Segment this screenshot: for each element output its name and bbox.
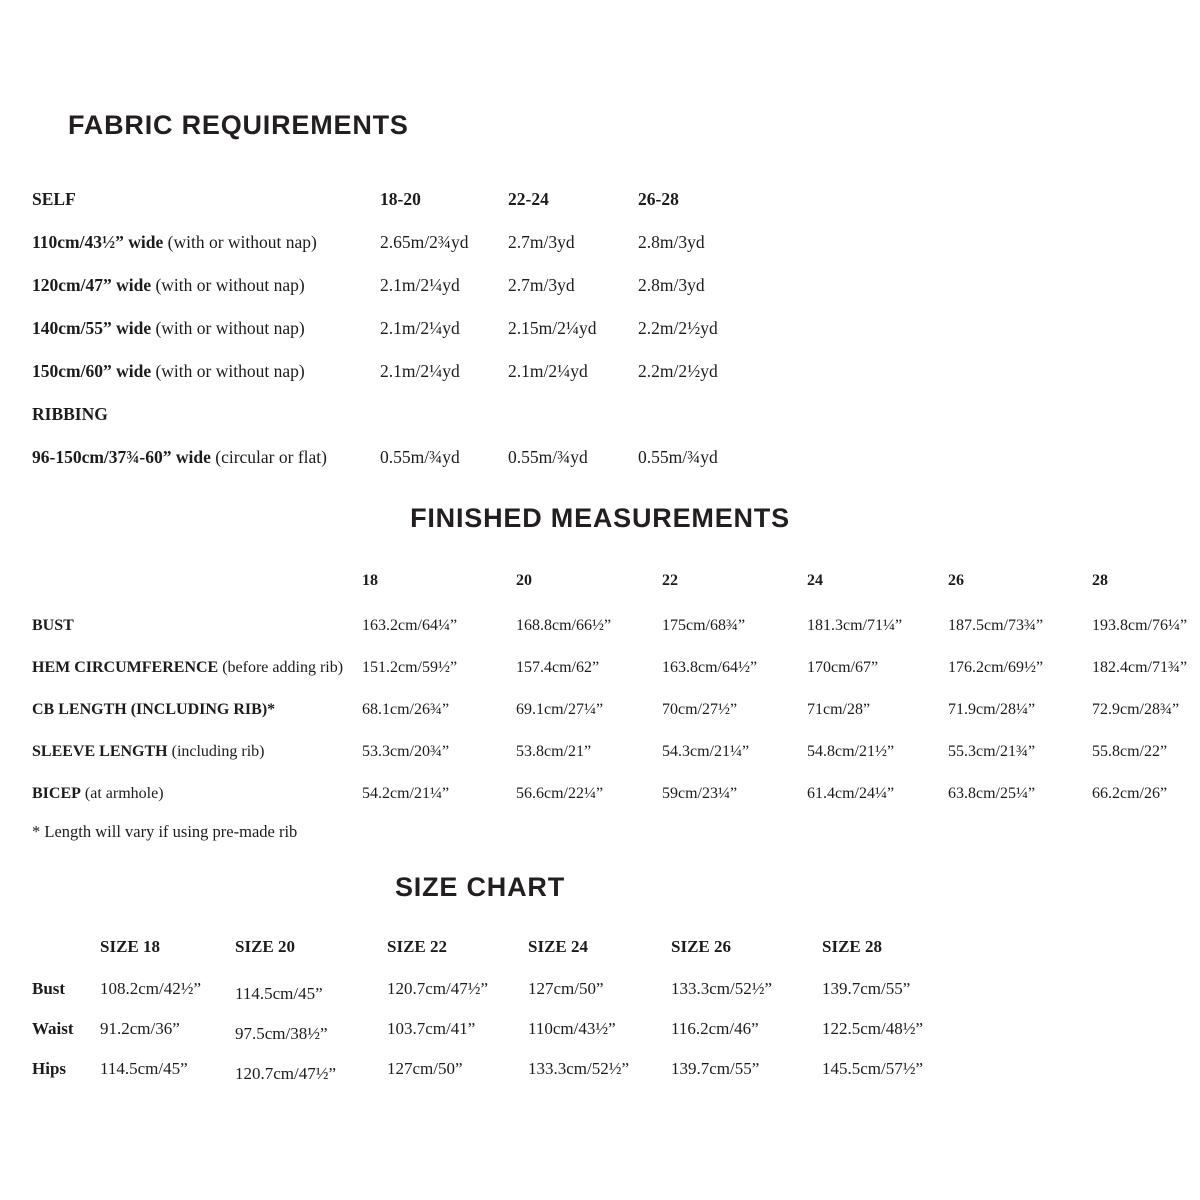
sc-col-header-size-18: SIZE 18 (100, 937, 160, 956)
cell-value: 2.15m/2¼yd (508, 318, 597, 338)
sc-col-header-size-22: SIZE 22 (387, 937, 447, 956)
cell-value: 54.3cm/21¼” (662, 743, 750, 760)
cell-value: 122.5cm/48½” (822, 1019, 924, 1038)
cell-value: 2.8m/3yd (638, 232, 705, 252)
row-label (32, 659, 362, 677)
fm-row-bust (32, 617, 1200, 659)
fabric-width-label: 120cm/47” wide (32, 275, 152, 295)
cell-value: 139.7cm/55” (671, 1059, 760, 1078)
cell-value: 2.1m/2¼yd (380, 318, 460, 338)
cell-value: 127cm/50” (528, 979, 604, 998)
fabric-col-header-22-24: 22-24 (508, 189, 549, 209)
sc-col-header-size-26: SIZE 26 (671, 937, 731, 956)
row-label (32, 318, 380, 339)
fm-row-sleeve-length (32, 743, 1200, 785)
cell-value: 116.2cm/46” (671, 1019, 759, 1038)
cell-value: 0.55m/¾yd (508, 447, 588, 467)
sc-row-waist (32, 1019, 982, 1059)
cell-value: 2.7m/3yd (508, 232, 575, 252)
sc-row-label: Bust (32, 979, 66, 998)
cell-value: 2.7m/3yd (508, 275, 575, 295)
cell-value: 2.65m/2¾yd (380, 232, 469, 252)
fm-row-bicep (32, 785, 1200, 827)
cell-value: 66.2cm/26” (1092, 785, 1168, 802)
fabric-col-header-26-28: 26-28 (638, 189, 679, 209)
fm-row-label: SLEEVE LENGTH (32, 743, 168, 760)
cell-value: 54.2cm/21¼” (362, 785, 450, 802)
fm-col-header-18: 18 (362, 572, 378, 589)
sc-row-bust (32, 979, 982, 1019)
fabric-row-120cm (32, 275, 838, 318)
ribbing-section-label: RIBBING (32, 404, 108, 424)
sc-row-label: Hips (32, 1059, 67, 1078)
cell-value: 163.2cm/64¼” (362, 617, 458, 634)
fabric-width-label: 110cm/43½” wide (32, 232, 164, 252)
fabric-width-label: 150cm/60” wide (32, 361, 152, 381)
fm-col-header-26: 26 (948, 572, 964, 589)
fm-header-row (32, 572, 1200, 617)
row-label (32, 447, 380, 468)
cell-value: 61.4cm/24¼” (807, 785, 895, 802)
fm-row-note: (including rib) (171, 743, 265, 760)
fm-row-label: BICEP (32, 785, 81, 802)
cell-value: 139.7cm/55” (822, 979, 911, 998)
cell-value: 114.5cm/45” (235, 984, 323, 1003)
cell-value: 97.5cm/38½” (235, 1024, 328, 1043)
cell-value: 2.1m/2¼yd (380, 361, 460, 381)
fabric-header-row (32, 189, 838, 232)
fm-col-header-20: 20 (516, 572, 532, 589)
cell-value: 103.7cm/41” (387, 1019, 476, 1038)
fabric-requirements-table (32, 189, 838, 490)
fm-row-note: (before adding rib) (222, 659, 344, 676)
cell-value: 163.8cm/64½” (662, 659, 758, 676)
cell-value: 2.2m/2½yd (638, 361, 718, 381)
size-chart-title: SIZE CHART (395, 872, 565, 902)
sc-header-row (32, 937, 982, 979)
cell-value: 2.1m/2¼yd (380, 275, 460, 295)
cell-value: 53.3cm/20¾” (362, 743, 450, 760)
cell-value: 168.8cm/66½” (516, 617, 612, 634)
fm-row-cb-length (32, 701, 1200, 743)
rib-length-footnote: * Length will vary if using pre-made rib (32, 822, 298, 841)
cell-value: 68.1cm/26¾” (362, 701, 450, 718)
fabric-col-header-self: SELF (32, 189, 76, 209)
cell-value: 133.3cm/52½” (528, 1059, 630, 1078)
cell-value: 120.7cm/47½” (387, 979, 489, 998)
fabric-requirements-title: FABRIC REQUIREMENTS (68, 110, 409, 140)
fabric-width-note: (with or without nap) (155, 318, 305, 338)
cell-value: 170cm/67” (807, 659, 879, 676)
cell-value: 2.1m/2¼yd (508, 361, 588, 381)
sc-col-header-size-28: SIZE 28 (822, 937, 882, 956)
fm-row-hem-circumference (32, 659, 1200, 701)
ribbing-section-row (32, 404, 838, 447)
fabric-width-label: 140cm/55” wide (32, 318, 152, 338)
cell-value: 63.8cm/25¼” (948, 785, 1036, 802)
fm-row-note: (at armhole) (84, 785, 164, 802)
row-label (32, 743, 362, 761)
row-label (32, 232, 380, 253)
cell-value: 54.8cm/21½” (807, 743, 895, 760)
cell-value: 2.8m/3yd (638, 275, 705, 295)
cell-value: 72.9cm/28¾” (1092, 701, 1180, 718)
cell-value: 181.3cm/71¼” (807, 617, 903, 634)
fm-row-label: HEM CIRCUMFERENCE (32, 659, 219, 676)
cell-value: 176.2cm/69½” (948, 659, 1044, 676)
cell-value: 0.55m/¾yd (380, 447, 460, 467)
fm-col-header-24: 24 (807, 572, 823, 589)
fabric-width-note: (with or without nap) (167, 232, 317, 252)
row-label (32, 701, 362, 719)
cell-value: 2.2m/2½yd (638, 318, 718, 338)
fabric-row-150cm (32, 361, 838, 404)
fabric-width-note: (circular or flat) (215, 447, 327, 467)
cell-value: 53.8cm/21” (516, 743, 592, 760)
cell-value: 187.5cm/73¾” (948, 617, 1044, 634)
fm-col-header-22: 22 (662, 572, 678, 589)
fabric-row-140cm (32, 318, 838, 361)
fabric-width-label: 96-150cm/37¾-60” wide (32, 447, 211, 467)
row-label (32, 785, 362, 803)
finished-measurements-table (32, 572, 1200, 827)
fabric-col-header-18-20: 18-20 (380, 189, 421, 209)
fabric-row-110cm (32, 232, 838, 275)
fabric-width-note: (with or without nap) (155, 361, 305, 381)
sc-row-hips (32, 1059, 982, 1099)
size-chart-table (32, 937, 982, 1099)
cell-value: 69.1cm/27¼” (516, 701, 604, 718)
row-label (32, 275, 380, 296)
cell-value: 108.2cm/42½” (100, 979, 202, 998)
cell-value: 55.8cm/22” (1092, 743, 1168, 760)
cell-value: 114.5cm/45” (100, 1059, 188, 1078)
cell-value: 193.8cm/76¼” (1092, 617, 1188, 634)
cell-value: 145.5cm/57½” (822, 1059, 924, 1078)
cell-value: 59cm/23¼” (662, 785, 738, 802)
cell-value: 55.3cm/21¾” (948, 743, 1036, 760)
fm-row-label: CB LENGTH (INCLUDING RIB)* (32, 701, 276, 718)
row-label (32, 617, 362, 635)
sc-row-label: Waist (32, 1019, 74, 1038)
cell-value: 127cm/50” (387, 1059, 463, 1078)
cell-value: 133.3cm/52½” (671, 979, 773, 998)
cell-value: 56.6cm/22¼” (516, 785, 604, 802)
fabric-row-ribbing (32, 447, 838, 490)
cell-value: 157.4cm/62” (516, 659, 600, 676)
row-label (32, 361, 380, 382)
sc-col-header-size-20: SIZE 20 (235, 937, 295, 956)
cell-value: 0.55m/¾yd (638, 447, 718, 467)
fm-row-label: BUST (32, 617, 74, 634)
finished-measurements-title: FINISHED MEASUREMENTS (410, 503, 790, 533)
fabric-width-note: (with or without nap) (155, 275, 305, 295)
fm-col-header-28: 28 (1092, 572, 1108, 589)
cell-value: 71.9cm/28¼” (948, 701, 1036, 718)
sc-col-header-size-24: SIZE 24 (528, 937, 588, 956)
cell-value: 151.2cm/59½” (362, 659, 458, 676)
cell-value: 91.2cm/36” (100, 1019, 180, 1038)
cell-value: 70cm/27½” (662, 701, 738, 718)
cell-value: 120.7cm/47½” (235, 1064, 337, 1083)
cell-value: 182.4cm/71¾” (1092, 659, 1188, 676)
cell-value: 110cm/43½” (528, 1019, 616, 1038)
cell-value: 71cm/28” (807, 701, 871, 718)
cell-value: 175cm/68¾” (662, 617, 746, 634)
